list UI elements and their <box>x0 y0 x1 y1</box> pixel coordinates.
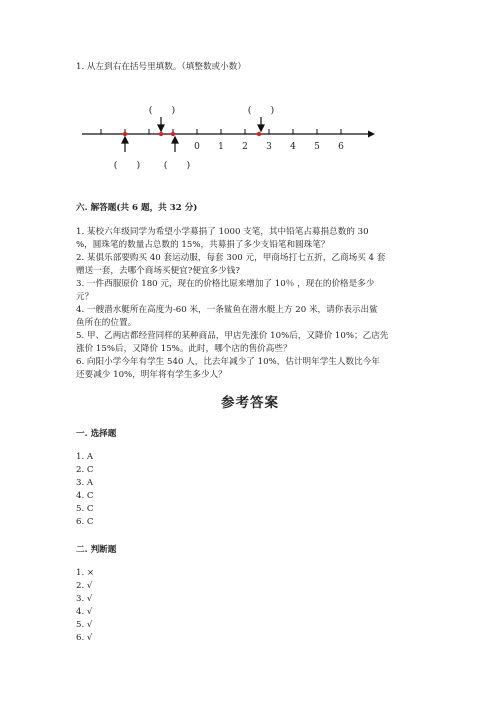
arrowhead-up-right <box>172 137 178 143</box>
q-line: %，圆珠笔的数量占总数的 15%，共募捐了多少支铅笔和圆珠笔？ <box>76 240 330 250</box>
answer-item: 2. √ <box>76 581 93 591</box>
q-line: 1. 某校六年级同学为希望小学募捐了 1000 支笔，其中铅笔占募捐总数的 30 <box>76 227 369 237</box>
q-line: 6. 向阳小学今年有学生 540 人，比去年减少了 10%，估计明年学生人数比今年 <box>76 357 380 367</box>
q1-instruction: 1. 从左到右在括号里填数。（填整数或小数） <box>76 62 246 72</box>
answer-item: 5. C <box>76 504 94 514</box>
tick-label-2: 2 <box>242 142 248 152</box>
answer-item: 1. × <box>76 568 95 578</box>
bracket-top-right: ( ) <box>247 105 275 116</box>
q-line: 鱼所在的位置。 <box>76 318 137 328</box>
q-line: 元？ <box>76 292 94 302</box>
bracket-bottom-left: ( ) <box>113 160 141 171</box>
answer-item: 6. √ <box>76 633 93 643</box>
q-line: 还要减少 10%，明年将有学生多少人？ <box>76 370 227 380</box>
bracket-top-left: ( ) <box>148 105 176 116</box>
q-line: 3. 一件西服原价 180 元，现在的价格比原来增加了 10％ ，现在的价格是多少 <box>76 279 375 289</box>
q-line: 涨价 15%后，又降价 15%。此时，哪个店的售价高些？ <box>76 344 292 354</box>
answer-item: 3. √ <box>76 594 93 604</box>
point-a <box>123 132 127 136</box>
tick-label-5: 5 <box>314 142 320 152</box>
answer-item: 2. C <box>76 465 94 475</box>
q-line: 赠送一套，去哪个商场买便宜?便宜多少钱? <box>76 266 240 276</box>
tick-label-6: 6 <box>338 142 344 152</box>
point-c <box>171 132 175 136</box>
point-b <box>159 132 163 136</box>
point-d <box>257 132 261 136</box>
answers-s2-heading: 二. 判断题 <box>76 545 117 555</box>
q-line: 5. 甲、乙两店都经营同样的某种商品，甲店先涨价 10%后，又降价 10%；乙店先 <box>76 331 389 341</box>
answers-s2-list <box>76 567 416 645</box>
section6-heading: 六. 解答题(共 6 题，共 32 分) <box>76 203 198 213</box>
answer-item: 5. √ <box>76 620 93 630</box>
q-line: 2. 某俱乐部要购买 40 套运动服，每套 300 元，甲商场打七五折，乙商场买 4 套 <box>76 253 386 263</box>
answers-s1-list <box>76 451 416 529</box>
arrowhead-up-left <box>122 137 128 143</box>
arrowhead-down-left <box>158 125 164 131</box>
tick-label-1: 1 <box>218 142 224 152</box>
tick-label-0: 0 <box>194 142 200 152</box>
answer-item: 4. C <box>76 491 94 501</box>
answer-item: 6. C <box>76 517 94 527</box>
answer-item: 4. √ <box>76 607 93 617</box>
section6-questions <box>76 226 416 382</box>
answer-item: 3. A <box>76 478 94 488</box>
answer-brackets <box>114 105 274 171</box>
tick-label-4: 4 <box>290 142 296 152</box>
number-line-arrowhead <box>368 131 375 138</box>
answers-title: 参考答案 <box>221 395 279 411</box>
q-line: 4. 一艘潜水艇所在高度为-60 米，一条鲨鱼在潜水艇上方 20 米，请你表示出鲨 <box>76 305 378 315</box>
tick-label-3: 3 <box>266 142 272 152</box>
number-line-ticks <box>101 129 341 134</box>
number-line-tick-labels <box>194 142 344 152</box>
answer-item: 1. A <box>76 452 94 462</box>
arrowhead-down-right <box>258 125 264 131</box>
answers-s1-heading: 一. 选择题 <box>76 429 117 439</box>
bracket-bottom-right: ( ) <box>163 160 191 171</box>
